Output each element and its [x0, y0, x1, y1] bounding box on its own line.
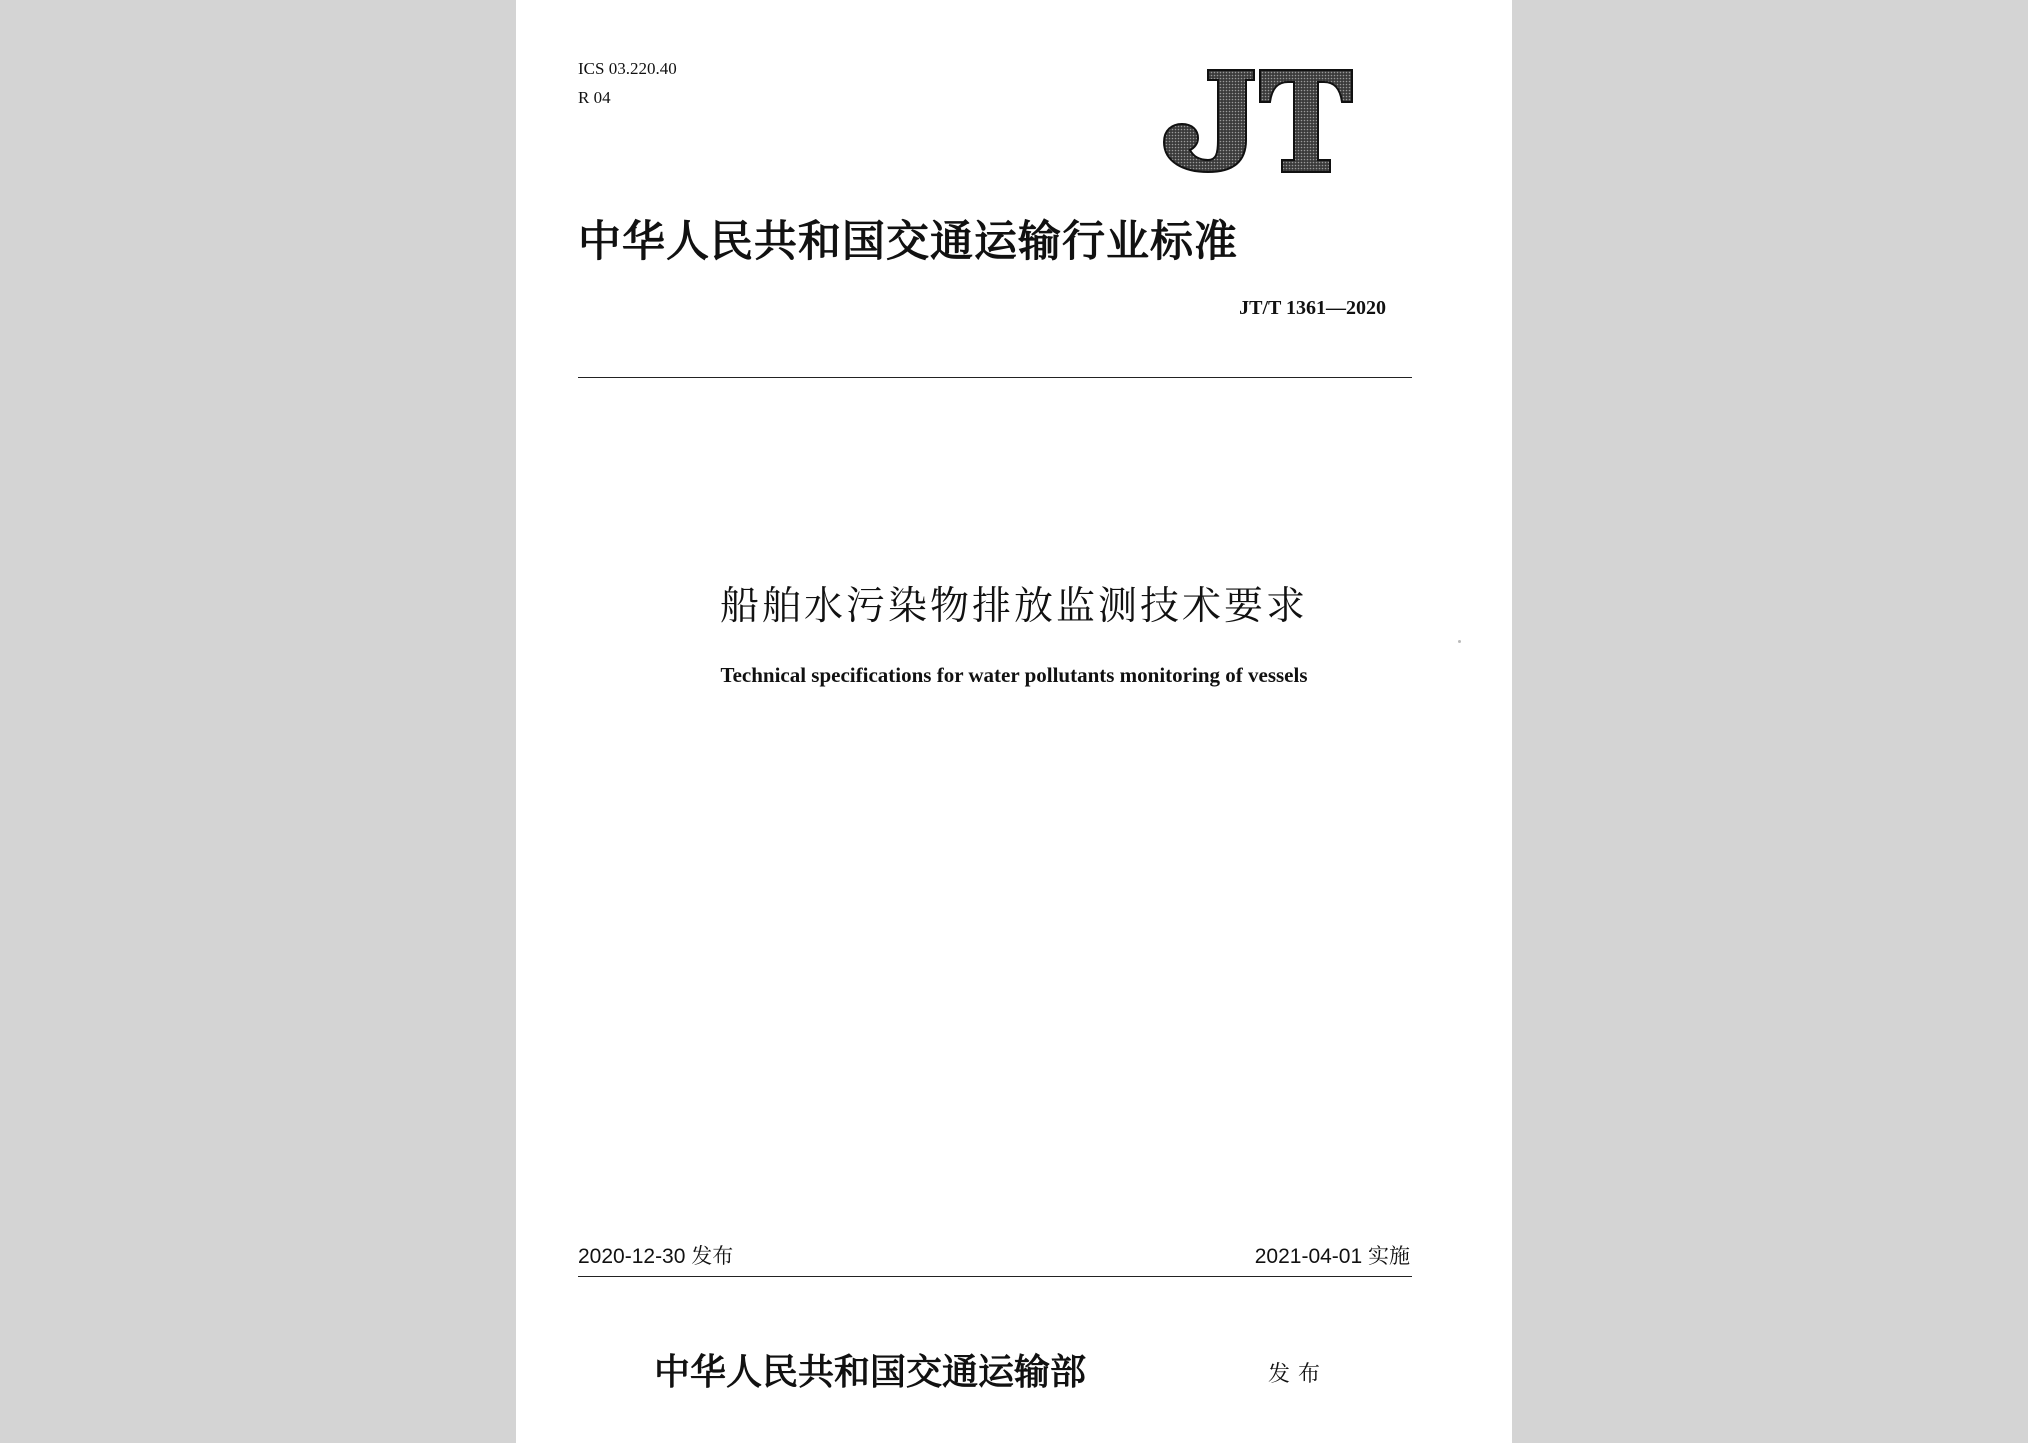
publisher-name: 中华人民共和国交通运输部 — [654, 1351, 1087, 1393]
jt-logo — [1156, 68, 1356, 174]
standard-category: 中华人民共和国交通运输行业标准 — [578, 217, 1238, 267]
ccs-number: R 04 — [578, 88, 611, 107]
bottom-divider — [578, 1276, 1412, 1277]
ics-number: ICS 03.220.40 — [578, 59, 677, 78]
document-cover-page — [516, 0, 1512, 1443]
issue-date: 2020-12-30 发布 — [578, 1245, 734, 1268]
title-english: Technical specifications for water pollutants monitoring of vessels — [720, 663, 1308, 687]
top-divider — [578, 377, 1412, 378]
standard-code: JT/T 1361—2020 — [1239, 297, 1386, 319]
publish-label: 发布 — [1268, 1362, 1329, 1387]
title-chinese: 船舶水污染物排放监测技术要求 — [719, 584, 1308, 629]
implementation-date: 2021-04-01 实施 — [1254, 1245, 1410, 1268]
scan-speck — [1458, 640, 1461, 643]
